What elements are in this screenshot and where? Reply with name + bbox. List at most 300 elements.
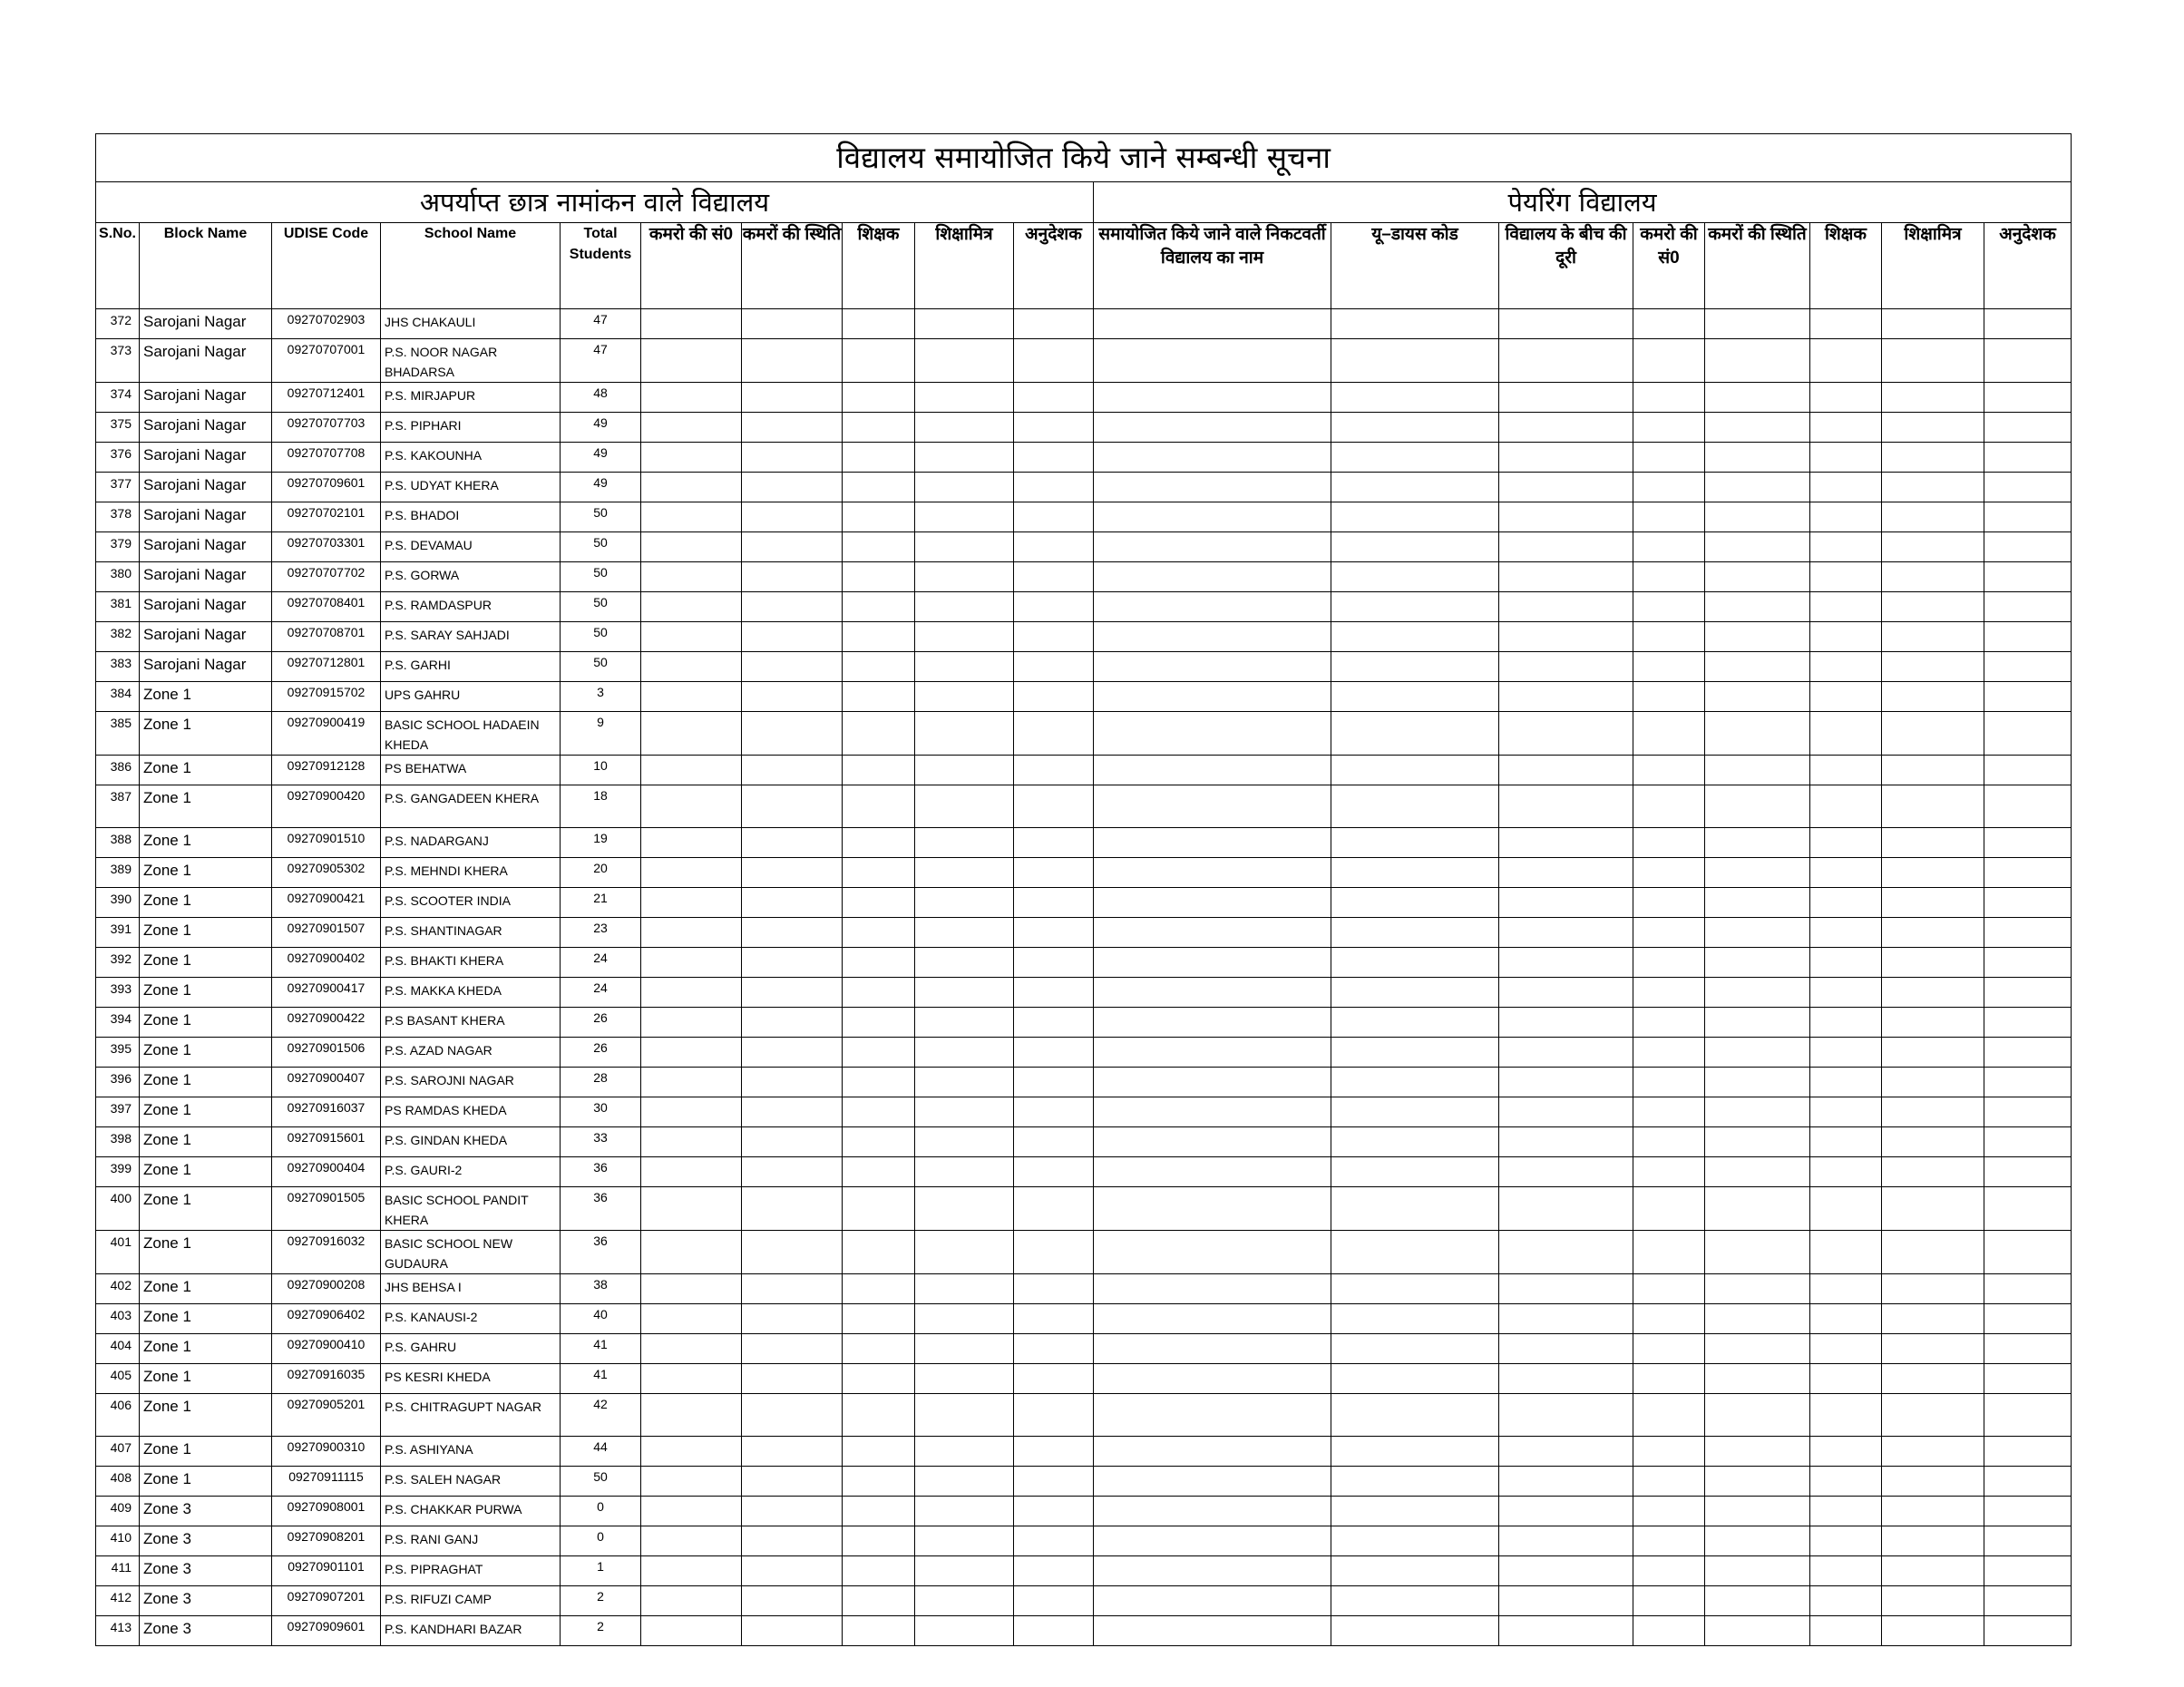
empty-cell xyxy=(742,1556,843,1586)
empty-cell xyxy=(1633,1038,1705,1068)
cell-school-name: PS RAMDAS KHEDA xyxy=(381,1097,561,1127)
empty-cell xyxy=(1984,756,2072,785)
empty-cell xyxy=(1331,339,1499,383)
empty-cell xyxy=(1014,1231,1094,1274)
cell-udise-code: 09270900422 xyxy=(272,1008,381,1038)
cell-sno: 399 xyxy=(96,1157,140,1187)
empty-cell xyxy=(1705,858,1810,888)
empty-cell xyxy=(843,309,915,339)
empty-cell xyxy=(1633,888,1705,918)
empty-cell xyxy=(1882,562,1984,592)
empty-cell xyxy=(1014,1097,1094,1127)
empty-cell xyxy=(1882,1616,1984,1646)
empty-cell xyxy=(641,413,742,443)
empty-cell xyxy=(641,1231,742,1274)
empty-cell xyxy=(1014,413,1094,443)
cell-udise-code: 09270900421 xyxy=(272,888,381,918)
empty-cell xyxy=(641,1586,742,1616)
empty-cell xyxy=(1810,1586,1882,1616)
cell-udise-code: 09270915601 xyxy=(272,1127,381,1157)
cell-sno: 392 xyxy=(96,948,140,978)
empty-cell xyxy=(1331,383,1499,413)
empty-cell xyxy=(1705,1187,1810,1231)
empty-cell xyxy=(1331,858,1499,888)
empty-cell xyxy=(1984,1497,2072,1526)
empty-cell xyxy=(843,1231,915,1274)
empty-cell xyxy=(1014,502,1094,532)
empty-cell xyxy=(1882,858,1984,888)
empty-cell xyxy=(1331,502,1499,532)
cell-sno: 383 xyxy=(96,652,140,682)
empty-cell xyxy=(1705,443,1810,473)
empty-cell xyxy=(1633,1364,1705,1394)
empty-cell xyxy=(1882,1127,1984,1157)
cell-block-name: Zone 1 xyxy=(140,1437,272,1467)
empty-cell xyxy=(1882,309,1984,339)
empty-cell xyxy=(843,443,915,473)
empty-cell xyxy=(915,1616,1014,1646)
empty-cell xyxy=(843,1467,915,1497)
cell-sno: 406 xyxy=(96,1394,140,1437)
empty-cell xyxy=(1331,1497,1499,1526)
empty-cell xyxy=(1499,1364,1633,1394)
cell-block-name: Zone 1 xyxy=(140,858,272,888)
empty-cell xyxy=(1633,1586,1705,1616)
empty-cell xyxy=(1984,532,2072,562)
table-row xyxy=(96,1526,2072,1556)
cell-total-students: 44 xyxy=(561,1437,641,1467)
empty-cell xyxy=(915,756,1014,785)
cell-udise-code: 09270900420 xyxy=(272,785,381,828)
empty-cell xyxy=(1331,1334,1499,1364)
empty-cell xyxy=(1810,413,1882,443)
empty-cell xyxy=(1499,1526,1633,1556)
empty-cell xyxy=(1705,1437,1810,1467)
empty-cell xyxy=(1499,712,1633,756)
empty-cell xyxy=(843,1364,915,1394)
cell-school-name: P.S. SHANTINAGAR xyxy=(381,918,561,948)
empty-cell xyxy=(1705,1274,1810,1304)
empty-cell xyxy=(1499,682,1633,712)
cell-school-name: BASIC SCHOOL PANDIT KHERA xyxy=(381,1187,561,1231)
empty-cell xyxy=(1499,1467,1633,1497)
empty-cell xyxy=(1633,858,1705,888)
empty-cell xyxy=(1882,918,1984,948)
empty-cell xyxy=(1633,413,1705,443)
cell-school-name: P.S. KAKOUNHA xyxy=(381,443,561,473)
empty-cell xyxy=(1705,1586,1810,1616)
empty-cell xyxy=(1882,1038,1984,1068)
empty-cell xyxy=(843,473,915,502)
empty-cell xyxy=(1499,622,1633,652)
empty-cell xyxy=(915,858,1014,888)
cell-school-name: P.S. ASHIYANA xyxy=(381,1437,561,1467)
empty-cell xyxy=(1984,712,2072,756)
cell-block-name: Zone 1 xyxy=(140,1274,272,1304)
empty-cell xyxy=(1499,1127,1633,1157)
empty-cell xyxy=(1014,443,1094,473)
empty-cell xyxy=(915,622,1014,652)
empty-cell xyxy=(1984,978,2072,1008)
cell-sno: 402 xyxy=(96,1274,140,1304)
cell-sno: 387 xyxy=(96,785,140,828)
empty-cell xyxy=(843,652,915,682)
cell-udise-code: 09270900404 xyxy=(272,1157,381,1187)
empty-cell xyxy=(1633,712,1705,756)
table-body xyxy=(96,309,2072,1646)
col-header-teacher-2: शिक्षक xyxy=(1810,223,1882,309)
empty-cell xyxy=(1094,1008,1331,1038)
empty-cell xyxy=(1705,1526,1810,1556)
empty-cell xyxy=(1499,1038,1633,1068)
empty-cell xyxy=(1633,1616,1705,1646)
cell-total-students: 20 xyxy=(561,858,641,888)
empty-cell xyxy=(1014,1364,1094,1394)
empty-cell xyxy=(1810,1497,1882,1526)
cell-school-name: P.S. CHITRAGUPT NAGAR xyxy=(381,1394,561,1437)
cell-sno: 376 xyxy=(96,443,140,473)
cell-school-name: P.S. UDYAT KHERA xyxy=(381,473,561,502)
cell-udise-code: 09270916037 xyxy=(272,1097,381,1127)
empty-cell xyxy=(1633,785,1705,828)
cell-school-name: PS KESRI KHEDA xyxy=(381,1364,561,1394)
col-header-anudeshak: अनुदेशक xyxy=(1014,223,1094,309)
empty-cell xyxy=(1499,1616,1633,1646)
table-row xyxy=(96,828,2072,858)
empty-cell xyxy=(641,828,742,858)
empty-cell xyxy=(1633,682,1705,712)
empty-cell xyxy=(641,1526,742,1556)
empty-cell xyxy=(1882,1497,1984,1526)
empty-cell xyxy=(1094,592,1331,622)
cell-sno: 373 xyxy=(96,339,140,383)
cell-school-name: P.S. CHAKKAR PURWA xyxy=(381,1497,561,1526)
empty-cell xyxy=(742,443,843,473)
empty-cell xyxy=(1014,1616,1094,1646)
table-row xyxy=(96,1394,2072,1437)
cell-sno: 391 xyxy=(96,918,140,948)
cell-block-name: Sarojani Nagar xyxy=(140,622,272,652)
cell-udise-code: 09270709601 xyxy=(272,473,381,502)
cell-udise-code: 09270909601 xyxy=(272,1616,381,1646)
empty-cell xyxy=(641,1304,742,1334)
table-row xyxy=(96,502,2072,532)
empty-cell xyxy=(1094,756,1331,785)
empty-cell xyxy=(742,1586,843,1616)
empty-cell xyxy=(915,592,1014,622)
empty-cell xyxy=(915,1231,1014,1274)
empty-cell xyxy=(843,712,915,756)
empty-cell xyxy=(1014,1008,1094,1038)
empty-cell xyxy=(641,1187,742,1231)
empty-cell xyxy=(915,1394,1014,1437)
cell-school-name: P.S. AZAD NAGAR xyxy=(381,1038,561,1068)
empty-cell xyxy=(1014,1586,1094,1616)
empty-cell xyxy=(1094,1616,1331,1646)
empty-cell xyxy=(641,1068,742,1097)
empty-cell xyxy=(1810,502,1882,532)
col-header-rooms-status: कमरों की स्थिति xyxy=(742,223,843,309)
cell-total-students: 33 xyxy=(561,1127,641,1157)
empty-cell xyxy=(1984,413,2072,443)
col-header-anudeshak-2: अनुदेशक xyxy=(1984,223,2072,309)
empty-cell xyxy=(1882,1231,1984,1274)
cell-school-name: P.S. GORWA xyxy=(381,562,561,592)
empty-cell xyxy=(1882,1394,1984,1437)
empty-cell xyxy=(1499,978,1633,1008)
empty-cell xyxy=(742,918,843,948)
empty-cell xyxy=(1810,785,1882,828)
empty-cell xyxy=(1882,413,1984,443)
empty-cell xyxy=(1331,1304,1499,1334)
empty-cell xyxy=(1705,1556,1810,1586)
empty-cell xyxy=(1810,309,1882,339)
cell-school-name: BASIC SCHOOL NEW GUDAURA xyxy=(381,1231,561,1274)
empty-cell xyxy=(1705,652,1810,682)
empty-cell xyxy=(742,1068,843,1097)
empty-cell xyxy=(1882,1334,1984,1364)
empty-cell xyxy=(915,1304,1014,1334)
empty-cell xyxy=(1633,1304,1705,1334)
empty-cell xyxy=(742,1616,843,1646)
empty-cell xyxy=(1984,858,2072,888)
empty-cell xyxy=(915,682,1014,712)
table-row xyxy=(96,1556,2072,1586)
empty-cell xyxy=(742,948,843,978)
empty-cell xyxy=(1810,383,1882,413)
empty-cell xyxy=(1984,309,2072,339)
cell-udise-code: 09270703301 xyxy=(272,532,381,562)
cell-sno: 395 xyxy=(96,1038,140,1068)
cell-total-students: 50 xyxy=(561,562,641,592)
cell-udise-code: 09270911115 xyxy=(272,1467,381,1497)
empty-cell xyxy=(1882,712,1984,756)
empty-cell xyxy=(1882,1437,1984,1467)
cell-udise-code: 09270905302 xyxy=(272,858,381,888)
empty-cell xyxy=(1094,1127,1331,1157)
empty-cell xyxy=(1984,1187,2072,1231)
empty-cell xyxy=(641,622,742,652)
empty-cell xyxy=(1014,383,1094,413)
cell-sno: 408 xyxy=(96,1467,140,1497)
empty-cell xyxy=(843,383,915,413)
empty-cell xyxy=(641,756,742,785)
empty-cell xyxy=(843,1157,915,1187)
empty-cell xyxy=(742,1038,843,1068)
cell-sno: 378 xyxy=(96,502,140,532)
cell-total-students: 36 xyxy=(561,1157,641,1187)
cell-udise-code: 09270901101 xyxy=(272,1556,381,1586)
col-header-school: School Name xyxy=(381,223,561,309)
cell-school-name: P.S. GINDAN KHEDA xyxy=(381,1127,561,1157)
cell-school-name: P.S. KANDHARI BAZAR xyxy=(381,1616,561,1646)
empty-cell xyxy=(1984,828,2072,858)
empty-cell xyxy=(1014,532,1094,562)
empty-cell xyxy=(1810,1231,1882,1274)
cell-school-name: P.S. MIRJAPUR xyxy=(381,383,561,413)
empty-cell xyxy=(843,1068,915,1097)
empty-cell xyxy=(641,473,742,502)
empty-cell xyxy=(1705,309,1810,339)
empty-cell xyxy=(1499,1394,1633,1437)
cell-school-name: P.S. SARAY SAHJADI xyxy=(381,622,561,652)
empty-cell xyxy=(1331,1068,1499,1097)
empty-cell xyxy=(641,1437,742,1467)
empty-cell xyxy=(742,309,843,339)
empty-cell xyxy=(641,443,742,473)
empty-cell xyxy=(1984,1231,2072,1274)
col-header-rooms-count: कमरो की सं0 xyxy=(641,223,742,309)
empty-cell xyxy=(1014,682,1094,712)
empty-cell xyxy=(641,1127,742,1157)
empty-cell xyxy=(1014,858,1094,888)
empty-cell xyxy=(742,1364,843,1394)
empty-cell xyxy=(1094,502,1331,532)
empty-cell xyxy=(1810,1437,1882,1467)
cell-school-name: P.S. GAHRU xyxy=(381,1334,561,1364)
cell-udise-code: 09270907201 xyxy=(272,1586,381,1616)
cell-udise-code: 09270900402 xyxy=(272,948,381,978)
cell-sno: 398 xyxy=(96,1127,140,1157)
empty-cell xyxy=(1984,1586,2072,1616)
table-row xyxy=(96,1334,2072,1364)
empty-cell xyxy=(641,978,742,1008)
empty-cell xyxy=(1499,562,1633,592)
empty-cell xyxy=(1094,1364,1331,1394)
cell-sno: 410 xyxy=(96,1526,140,1556)
section-title-insufficient-enrollment: अपर्याप्त छात्र नामांकन वाले विद्यालय xyxy=(96,182,1094,223)
empty-cell xyxy=(915,1038,1014,1068)
cell-block-name: Sarojani Nagar xyxy=(140,443,272,473)
empty-cell xyxy=(1810,1157,1882,1187)
empty-cell xyxy=(1705,1038,1810,1068)
cell-school-name: JHS BEHSA I xyxy=(381,1274,561,1304)
cell-block-name: Sarojani Nagar xyxy=(140,473,272,502)
empty-cell xyxy=(1094,309,1331,339)
empty-cell xyxy=(1014,562,1094,592)
empty-cell xyxy=(1094,888,1331,918)
empty-cell xyxy=(1633,532,1705,562)
empty-cell xyxy=(1705,562,1810,592)
empty-cell xyxy=(641,1616,742,1646)
empty-cell xyxy=(1331,785,1499,828)
empty-cell xyxy=(1705,978,1810,1008)
cell-udise-code: 09270712401 xyxy=(272,383,381,413)
empty-cell xyxy=(1705,1334,1810,1364)
empty-cell xyxy=(1882,1556,1984,1586)
empty-cell xyxy=(1499,756,1633,785)
empty-cell xyxy=(1331,918,1499,948)
empty-cell xyxy=(1014,948,1094,978)
table-row xyxy=(96,785,2072,828)
cell-udise-code: 09270901506 xyxy=(272,1038,381,1068)
empty-cell xyxy=(1014,1526,1094,1556)
section-title-pairing-school: पेयरिंग विद्यालय xyxy=(1094,182,2072,223)
cell-block-name: Zone 1 xyxy=(140,1394,272,1437)
cell-sno: 393 xyxy=(96,978,140,1008)
cell-total-students: 3 xyxy=(561,682,641,712)
empty-cell xyxy=(915,1334,1014,1364)
empty-cell xyxy=(1094,339,1331,383)
cell-school-name: P.S. GAURI-2 xyxy=(381,1157,561,1187)
cell-udise-code: 09270908201 xyxy=(272,1526,381,1556)
empty-cell xyxy=(1882,1586,1984,1616)
table-row xyxy=(96,309,2072,339)
empty-cell xyxy=(915,309,1014,339)
cell-udise-code: 09270900407 xyxy=(272,1068,381,1097)
empty-cell xyxy=(1705,1008,1810,1038)
cell-block-name: Zone 1 xyxy=(140,1187,272,1231)
cell-total-students: 21 xyxy=(561,888,641,918)
empty-cell xyxy=(1499,1008,1633,1038)
empty-cell xyxy=(1810,1127,1882,1157)
empty-cell xyxy=(1633,1187,1705,1231)
empty-cell xyxy=(641,1394,742,1437)
cell-school-name: P.S. GANGADEEN KHERA xyxy=(381,785,561,828)
empty-cell xyxy=(1810,622,1882,652)
empty-cell xyxy=(1984,1274,2072,1304)
empty-cell xyxy=(1984,1068,2072,1097)
empty-cell xyxy=(1014,1038,1094,1068)
empty-cell xyxy=(1094,1467,1331,1497)
empty-cell xyxy=(1705,532,1810,562)
empty-cell xyxy=(1331,443,1499,473)
cell-block-name: Zone 3 xyxy=(140,1556,272,1586)
empty-cell xyxy=(1014,1437,1094,1467)
empty-cell xyxy=(1633,502,1705,532)
table-row xyxy=(96,712,2072,756)
cell-block-name: Zone 1 xyxy=(140,1467,272,1497)
cell-sno: 389 xyxy=(96,858,140,888)
empty-cell xyxy=(1705,502,1810,532)
empty-cell xyxy=(1882,652,1984,682)
empty-cell xyxy=(843,1097,915,1127)
empty-cell xyxy=(1331,1097,1499,1127)
cell-block-name: Zone 1 xyxy=(140,1334,272,1364)
empty-cell xyxy=(1331,1556,1499,1586)
cell-udise-code: 09270712801 xyxy=(272,652,381,682)
empty-cell xyxy=(1705,1068,1810,1097)
empty-cell xyxy=(915,918,1014,948)
empty-cell xyxy=(915,502,1014,532)
cell-total-students: 9 xyxy=(561,712,641,756)
empty-cell xyxy=(742,473,843,502)
empty-cell xyxy=(843,1008,915,1038)
col-header-sno: S.No. xyxy=(96,223,140,309)
empty-cell xyxy=(915,562,1014,592)
empty-cell xyxy=(742,622,843,652)
cell-block-name: Sarojani Nagar xyxy=(140,413,272,443)
col-header-rooms-count-2: कमरो की सं0 xyxy=(1633,223,1705,309)
empty-cell xyxy=(1331,682,1499,712)
empty-cell xyxy=(1882,473,1984,502)
empty-cell xyxy=(1633,443,1705,473)
empty-cell xyxy=(1705,592,1810,622)
empty-cell xyxy=(1094,858,1331,888)
empty-cell xyxy=(742,502,843,532)
cell-total-students: 50 xyxy=(561,652,641,682)
empty-cell xyxy=(742,562,843,592)
cell-total-students: 26 xyxy=(561,1008,641,1038)
cell-school-name: P.S. MAKKA KHEDA xyxy=(381,978,561,1008)
empty-cell xyxy=(1094,1097,1331,1127)
empty-cell xyxy=(1014,1497,1094,1526)
cell-sno: 403 xyxy=(96,1304,140,1334)
cell-udise-code: 09270900310 xyxy=(272,1437,381,1467)
empty-cell xyxy=(1984,1526,2072,1556)
empty-cell xyxy=(742,978,843,1008)
cell-sno: 405 xyxy=(96,1364,140,1394)
